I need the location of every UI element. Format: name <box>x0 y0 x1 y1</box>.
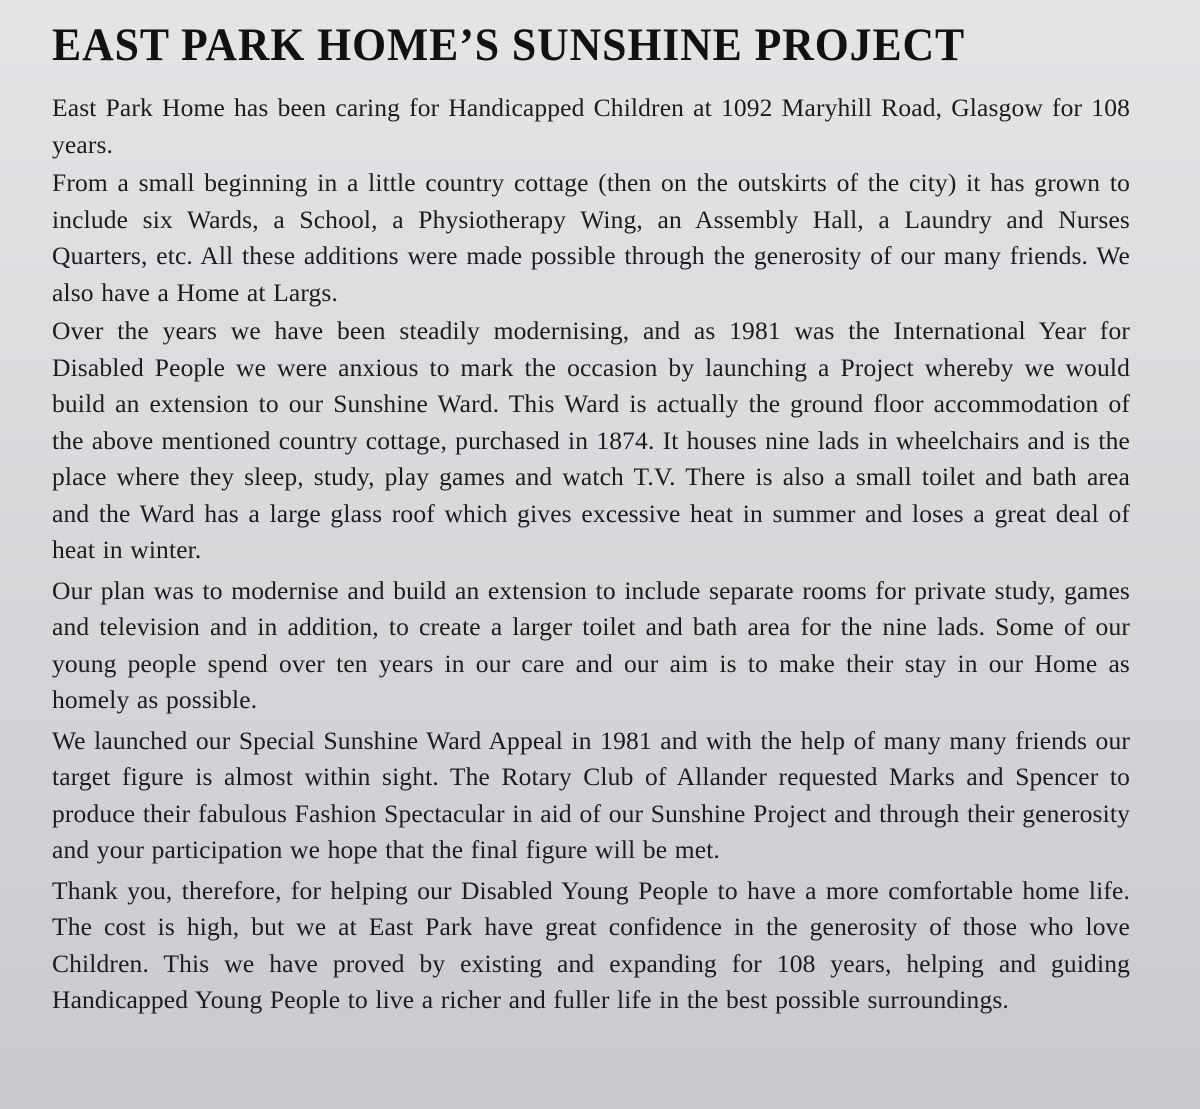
paragraph-plan: Our plan was to modernise and build an extension to include separate rooms for private study, games and television and in addition, to create a larger toilet and bath area for the nine lads. Some of our young people spend over ten years in our care and our aim is to make their stay in our Home as homely as possible. <box>52 575 1130 714</box>
paragraph-appeal: We launched our Special Sunshine Ward Appeal in 1981 and with the help of many many friends our target figure is almost within sight. The Rotary Club of Allander requested Marks and Spencer to produce their fabulous Fashion Spectacular in aid of our Sunshine Project and through their generosity and your participation we hope that the final figure will be met. <box>52 725 1130 864</box>
paragraph-history: East Park Home has been caring for Handicapped Children at 1092 Maryhill Road, Glasgow for 108 years. <box>52 93 1130 159</box>
paragraph-growth: From a small beginning in a little country cottage (then on the outskirts of the city) it has grown to include six Wards, a School, a Physiotherapy Wing, an Assembly Hall, a Laundry and Nurses Quarters, etc. All these additions were made possible through the generosity of our many friends. We also have a Home at Largs. <box>52 168 1130 307</box>
paragraph-thanks: Thank you, therefore, for helping our Disabled Young People to have a more comfortable home life. The cost is high, but we at East Park have great confidence in the generosity of those who love Children. This we have proved by existing and expanding for 108 years, helping and guiding Handicapped Young People to live a richer and fuller life in the best possible surroundings. <box>52 875 1130 1014</box>
paragraph-modernising: Over the years we have been steadily modernising, and as 1981 was the International Year for Disabled People we were anxious to mark the occasion by launching a Project whereby we would build an extension to our Sunshine Ward. This Ward is actually the ground floor accommodation of the above mentioned country cottage, purchased in 1874. It houses nine lads in wheelchairs and is the place where they sleep, study, play games and watch T.V. There is also a small toilet and bath area and the Ward has a large glass roof which gives excessive heat in summer and loses a great deal of heat in winter. <box>52 316 1130 564</box>
document-body <box>52 90 1130 1019</box>
document-title: EAST PARK HOME’S SUNSHINE PROJECT <box>52 19 966 71</box>
